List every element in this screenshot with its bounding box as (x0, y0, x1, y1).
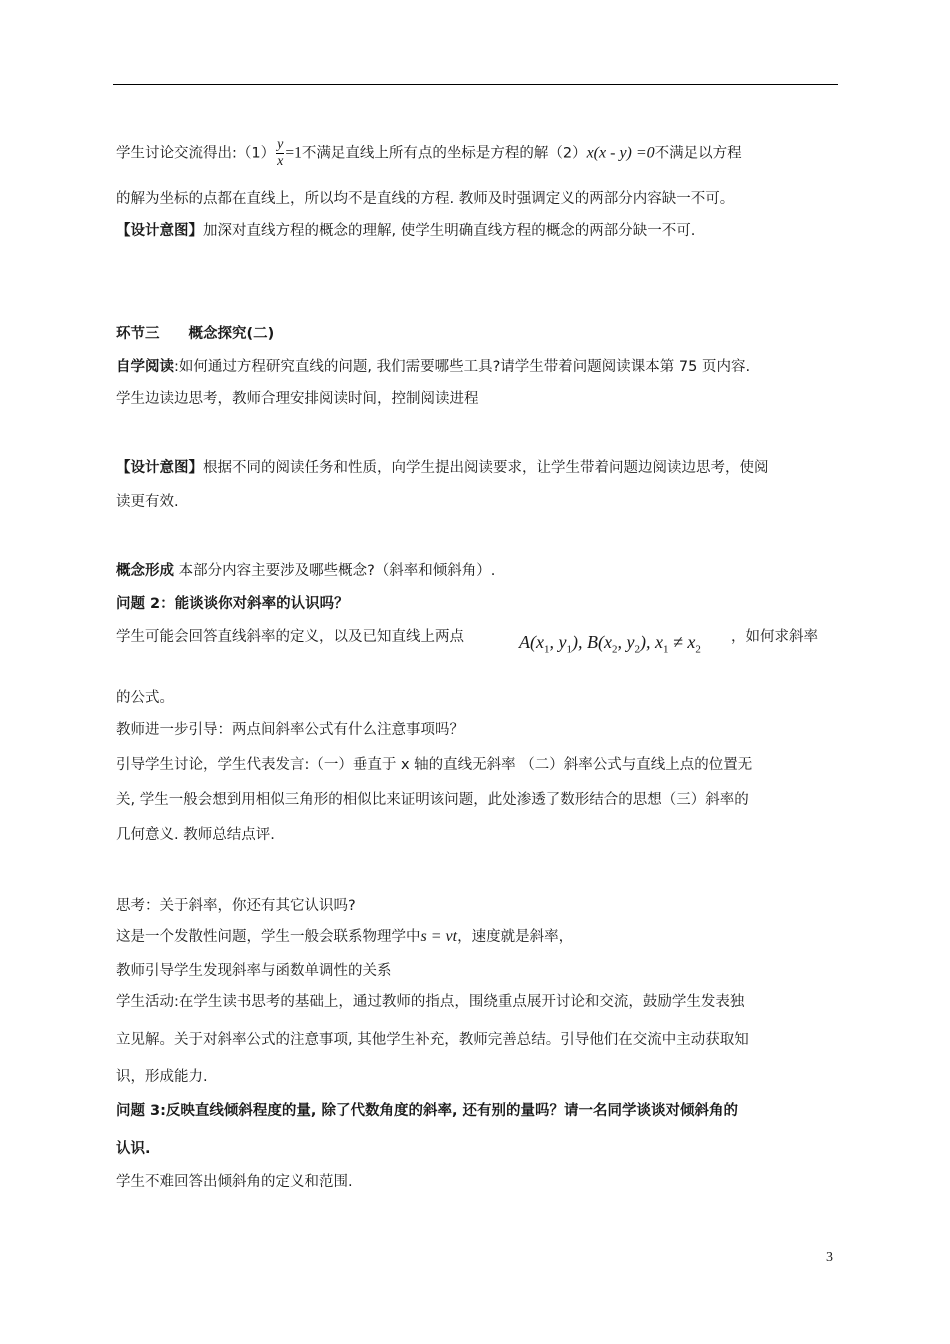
discussion-suffix: 不满足以方程 (654, 145, 742, 162)
physics-formula: s = vt (420, 928, 458, 945)
teacher-function-link: 教师引导学生发现斜率与函数单调性的关系 (116, 963, 392, 979)
equation2: x(x - y) =0 (586, 144, 655, 162)
fraction-denominator: x (277, 154, 284, 169)
guided-discussion-line3: 几何意义. 教师总结点评. (116, 827, 275, 843)
equation1-rhs: =1 (285, 144, 302, 162)
think-question: 思考：关于斜率，你还有其它认识吗? (116, 898, 356, 914)
think-answer (116, 927, 573, 947)
page-number: 3 (826, 1250, 833, 1265)
design-intent-label: 【设计意图】 (116, 223, 203, 239)
self-reading (116, 357, 750, 377)
student-activity-line3: 识，形成能力. (116, 1069, 208, 1085)
fraction-y-over-x (276, 137, 284, 170)
design-intent-text: 根据不同的阅读任务和性质，向学生提出阅读要求，让学生带着问题边阅读边思考，使阅 (203, 460, 769, 476)
paragraph-discussion-line2: 的解为坐标的点都在直线上，所以均不是直线的方程. 教师及时强调定义的两部分内容缺一不可。 (116, 191, 735, 207)
design-intent-label: 【设计意图】 (116, 460, 203, 476)
question-3-line1: 问题 3:反映直线倾斜程度的量, 除了代数角度的斜率, 还有别的量吗？请一名同学谈谈对倾斜角的 (116, 1103, 739, 1119)
discussion-middle: 不满足直线上所有点的坐标是方程的解（2） (301, 145, 587, 162)
self-reading-text: :如何通过方程研究直线的问题, 我们需要哪些工具?请学生带着问题阅读课本第 75 页内容. (174, 359, 751, 375)
design-intent-2-line2: 读更有效. (116, 494, 179, 510)
think-answer-prefix: 这是一个发散性问题，学生一般会联系物理学中 (116, 929, 421, 945)
question-2-answer-suffix: ，如何求斜率 (731, 629, 818, 645)
self-reading-line2: 学生边读边思考，教师合理安排阅读时间，控制阅读进程 (116, 391, 479, 407)
header-rule (113, 84, 838, 85)
student-activity-line2: 立见解。关于对斜率公式的注意事项, 其他学生补充，教师完善总结。引导他们在交流中主动获取知 (116, 1032, 749, 1048)
self-reading-label: 自学阅读 (116, 359, 174, 375)
section-title-step3: 环节三 概念探究(二) (116, 326, 275, 342)
question-2-answer-line2: 的公式。 (116, 690, 174, 706)
final-answer: 学生不难回答出倾斜角的定义和范围. (116, 1174, 353, 1190)
discussion-prefix: 学生讨论交流得出:（1） (116, 145, 276, 162)
points-formula: $A(x_1$, $y_1$), $B(x_2$, $y_2$), $x_1 \ne x_2$ (519, 632, 701, 656)
question-2: 问题 2：能谈谈你对斜率的认识吗？ (116, 596, 349, 612)
design-intent-2 (116, 458, 769, 478)
two-points-expression (519, 632, 701, 656)
think-answer-suffix: ，速度就是斜率， (457, 929, 574, 945)
concept-formation (116, 561, 495, 581)
design-intent-text: 加深对直线方程的概念的理解, 使学生明确直线方程的概念的两部分缺一不可. (203, 223, 696, 239)
concept-formation-text: 本部分内容主要涉及哪些概念?（斜率和倾斜角）. (174, 563, 496, 579)
paragraph-discussion (116, 137, 742, 170)
question-2-answer: 学生可能会回答直线斜率的定义，以及已知直线上两点 (116, 629, 464, 645)
student-activity-line1: 学生活动:在学生读书思考的基础上，通过教师的指点，围绕重点展开讨论和交流，鼓励学生发表独 (116, 994, 745, 1010)
guided-discussion-line1: 引导学生讨论，学生代表发言:（一）垂直于 x 轴的直线无斜率 （二）斜率公式与直线上点的位置无 (116, 757, 753, 773)
fraction-numerator: y (277, 137, 284, 152)
teacher-guidance: 教师进一步引导：两点间斜率公式有什么注意事项吗？ (116, 722, 464, 738)
concept-formation-label: 概念形成 (116, 563, 174, 579)
question-3-line2: 认识. (116, 1141, 151, 1157)
guided-discussion-line2: 关, 学生一般会想到用相似三角形的相似比来证明该问题，此处渗透了数形结合的思想（三）斜率的 (116, 792, 749, 808)
design-intent-1 (116, 221, 695, 241)
